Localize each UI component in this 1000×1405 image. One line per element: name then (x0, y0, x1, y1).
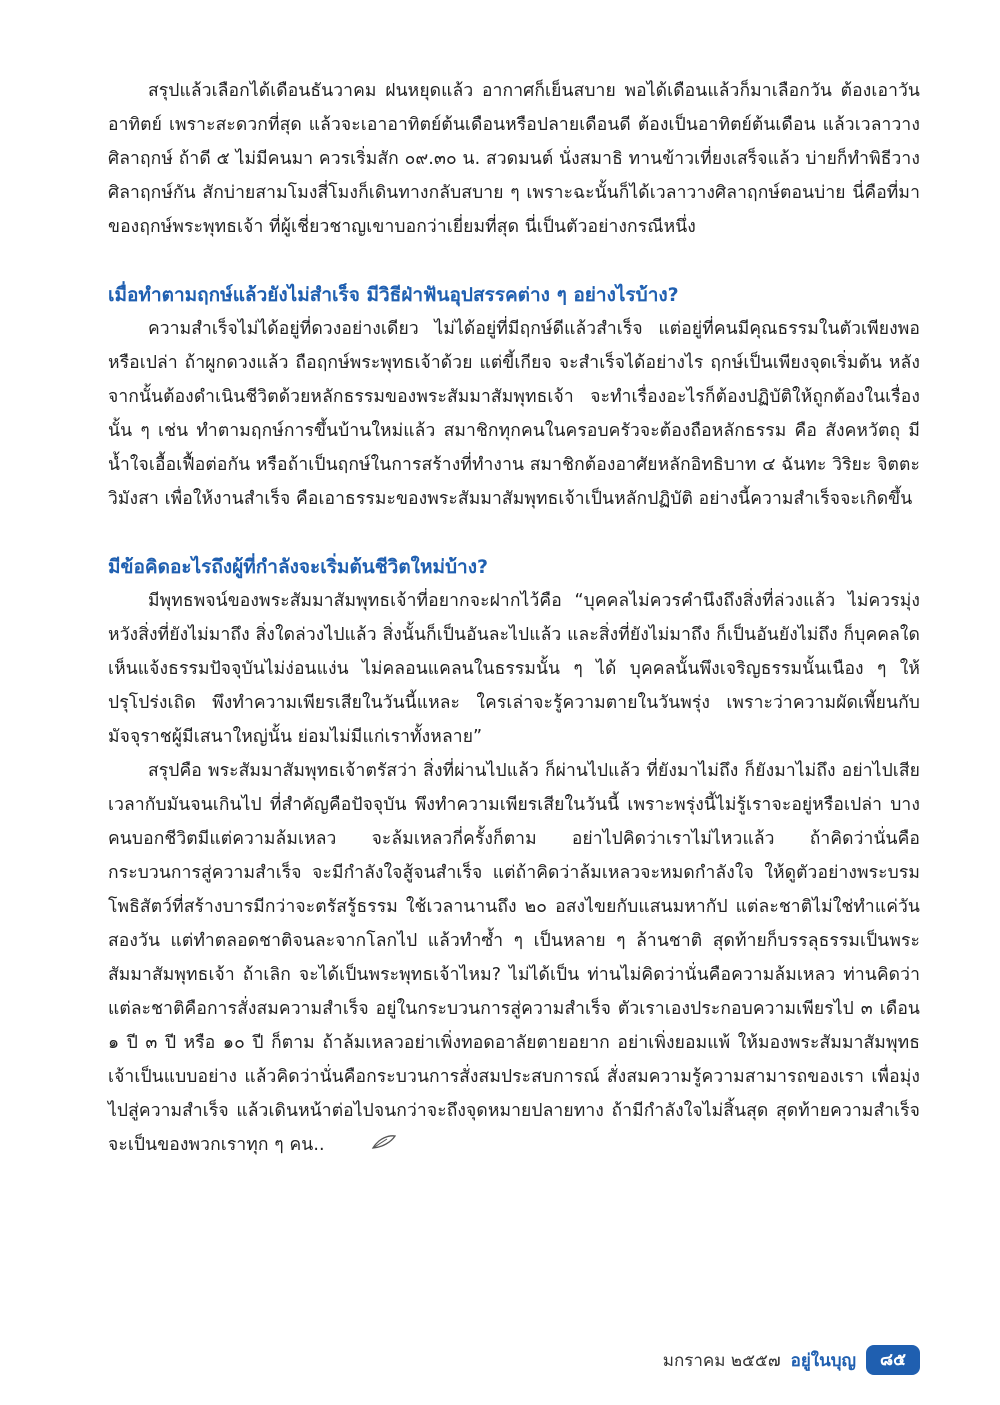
paragraph-conclusion-text: สรุปคือ พระสัมมาสัมพุทธเจ้าตรัสว่า สิ่งที่ผ่านไปแล้ว ก็ผ่านไปแล้ว ที่ยังมาไม่ถึง ก็ยังมาไม่ถึง อย่าไปเสียเวลากับมันจนเกินไป ที่สำคัญคือปัจจุบัน พึงทำความเพียรเสียในวันนี้ เพราะพรุ่งนี้ไม่รู้เราจะอยู่หรือเปล่า บางคนบอกชีวิตมีแต่ความล้มเหลว จะล้มเหลวกี่ครั้งก็ตาม อย่าไปคิดว่าเราไม่ไหวแล้ว ถ้าคิดว่านั่นคือกระบวนการสู่ความสำเร็จ จะมีกำลังใจสู้จนสำเร็จ แต่ถ้าคิดว่าล้มเหลวจะหมดกำลังใจ ให้ดูตัวอย่างพระบรมโพธิสัตว์ที่สร้างบารมีกว่าจะตรัสรู้ธรรม ใช้เวลานานถึง ๒๐ อสงไขยกับแสนมหากัป แต่ละชาติไม่ใช่ทำแค่วันสองวัน แต่ทำตลอดชาติจนละจากโลกไป แล้วทำซ้ำ ๆ เป็นหลาย ๆ ล้านชาติ สุดท้ายก็บรรลุธรรมเป็นพระสัมมาสัมพุทธเจ้า ถ้าเลิก จะได้เป็นพระพุทธเจ้าไหม? ไม่ได้เป็น ท่านไม่คิดว่านั่นคือความล้มเหลว ท่านคิดว่าแต่ละชาติคือการสั่งสมความสำเร็จ อยู่ในกระบวนการสู่ความสำเร็จ ตัวเราเองประกอบความเพียรไป ๓ เดือน ๑ ปี ๓ ปี หรือ ๑๐ ปี ก็ตาม ถ้าล้มเหลวอย่าเพิ่งทอดอาลัยตายอยาก อย่าเพิ่งยอมแพ้ ให้มองพระสัมมาสัมพุทธเจ้าเป็นแบบอย่าง แล้วคิดว่านั่นคือกระบวนการสั่งสมประสบการณ์ สั่งสมความรู้ความสามารถของเรา เพื่อมุ่งไปสู่ความสำเร็จ แล้วเดินหน้าต่อไปจนกว่าจะถึงจุดหมายปลายทาง ถ้ามีกำลังใจไม่สิ้นสุด สุดท้ายความสำเร็จจะเป็นของพวกเราทุก ๆ คน.. (108, 761, 920, 1155)
spacer (108, 516, 920, 550)
article-body (108, 74, 920, 1162)
paragraph-intro-summary: สรุปแล้วเลือกได้เดือนธันวาคม ฝนหยุดแล้ว อากาศก็เย็นสบาย พอได้เดือนแล้วก็มาเลือกวัน ต้องเอาวันอาทิตย์ เพราะสะดวกที่สุด แล้วจะเอาอาทิตย์ต้นเดือนหรือปลายเดือนดี ต้องเป็นอาทิตย์ต้นเดือน แล้วเวลาวางศิลาฤกษ์ ถ้าดี ๕ ไม่มีคนมา ควรเริ่มสัก ๐๙.๓๐ น. สวดมนต์ นั่งสมาธิ ทานข้าวเที่ยงเสร็จแล้ว บ่ายก็ทำพิธีวางศิลาฤกษ์กัน สักบ่ายสามโมงสี่โมงก็เดินทางกลับสบาย ๆ เพราะฉะนั้นก็ได้เวลาวางศิลาฤกษ์ตอนบ่าย นี่คือที่มาของฤกษ์พระพุทธเจ้า ที่ผู้เชี่ยวชาญเขาบอกว่าเยี่ยมที่สุด นี่เป็นตัวอย่างกรณีหนึ่ง (108, 81, 920, 237)
leaf-icon (331, 1128, 397, 1162)
issue-date: มกราคม ๒๕๕๗ (662, 1350, 781, 1371)
spacer (108, 244, 920, 278)
page-footer (663, 1343, 920, 1377)
paragraph-success-virtue: ความสำเร็จไม่ได้อยู่ที่ดวงอย่างเดียว ไม่ได้อยู่ที่มีฤกษ์ดีแล้วสำเร็จ แต่อยู่ที่คนมีคุณธรรมในตัวเพียงพอหรือเปล่า ถ้าผูกดวงแล้ว ถือฤกษ์พระพุทธเจ้าด้วย แต่ขี้เกียจ จะสำเร็จได้อย่างไร ฤกษ์เป็นเพียงจุดเริ่มต้น หลังจากนั้นต้องดำเนินชีวิตด้วยหลักธรรมของพระสัมมาสัมพุทธเจ้า จะทำเรื่องอะไรก็ต้องปฏิบัติให้ถูกต้องในเรื่องนั้น ๆ เช่น ทำตามฤกษ์การขึ้นบ้านใหม่แล้ว สมาชิกทุกคนในครอบครัวจะต้องถือหลักธรรม คือ สังคหวัตถุ มีน้ำใจเอื้อเฟื้อต่อกัน หรือถ้าเป็นฤกษ์ในการสร้างที่ทำงาน สมาชิกต้องอาศัยหลักอิทธิบาท ๔ ฉันทะ วิริยะ จิตตะ วิมังสา เพื่อให้งานสำเร็จ คือเอาธรรมะของพระสัมมาสัมพุทธเจ้าเป็นหลักปฏิบัติ อย่างนี้ความสำเร็จจะเกิดขึ้น (108, 319, 920, 509)
section-heading-new-life-advice: มีข้อคิดอะไรถึงผู้ที่กำลังจะเริ่มต้นชีวิตใหม่บ้าง? (108, 556, 489, 578)
magazine-title: อยู่ในบุญ (790, 1350, 857, 1371)
page-number-badge: ๘๕ (866, 1345, 920, 1375)
paragraph-conclusion (108, 754, 920, 1162)
section-heading-overcoming-obstacles: เมื่อทำตามฤกษ์แล้วยังไม่สำเร็จ มีวิธีฝ่าฟันอุปสรรคต่าง ๆ อย่างไรบ้าง? (108, 284, 679, 306)
paragraph-buddha-quote: มีพุทธพจน์ของพระสัมมาสัมพุทธเจ้าที่อยากจะฝากไว้คือ “บุคคลไม่ควรคำนึงถึงสิ่งที่ล่วงแล้ว ไม่ควรมุ่งหวังสิ่งที่ยังไม่มาถึง สิ่งใดล่วงไปแล้ว สิ่งนั้นก็เป็นอันละไปแล้ว และสิ่งที่ยังไม่มาถึง ก็เป็นอันยังไม่ถึง ก็บุคคลใดเห็นแจ้งธรรมปัจจุบันไม่ง่อนแง่น ไม่คลอนแคลนในธรรมนั้น ๆ ได้ บุคคลนั้นพึงเจริญธรรมนั้นเนือง ๆ ให้ปรุโปร่งเถิด พึงทำความเพียรเสียในวันนี้แหละ ใครเล่าจะรู้ความตายในวันพรุ่ง เพราะว่าความผัดเพี้ยนกับมัจจุราชผู้มีเสนาใหญ่นั้น ย่อมไม่มีแก่เราทั้งหลาย” (108, 591, 920, 747)
